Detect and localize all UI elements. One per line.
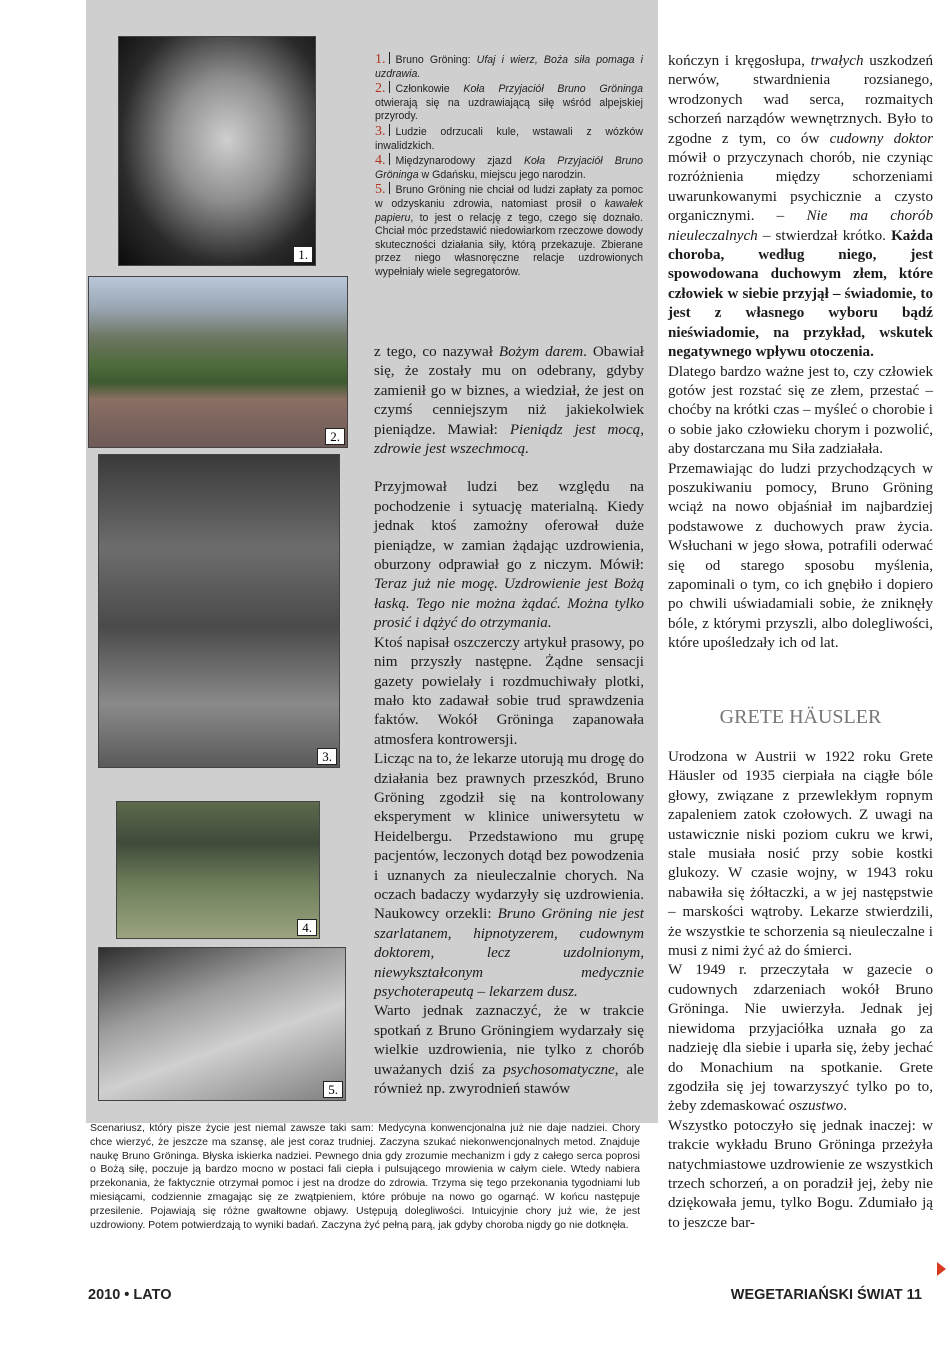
caption-number: 5. [375, 182, 386, 198]
continue-arrow-icon [937, 1262, 946, 1276]
paragraph: Przyjmował ludzi bez względu na pochodzenie i sytuację materialną. Kiedy jednak ktoś zamożny oferował duże pieniądze, w zamian żądając uzdrowienia, oburzony odprawiał go z niczym. Mówił: Teraz już nie mogę. Uzdrowienie jest Bożą łaską. Tego nie można żądać. Można tylko prosić i dążyć do otrzymania. [374, 479, 644, 632]
photo-alpine-gathering [88, 276, 348, 448]
paragraph: Urodzona w Austrii w 1922 roku Grete Häusler od 1935 cierpiała na ciągłe bóle głowy, związane z przewlekłym ropnym zapaleniem zatok czołowych. Z uwagi na ustawicznie niski poziom cukru we krwi, stale musiała nosić przy sobie kostki glukozy. W czasie wojny, w 1943 roku nabawiła się żółtaczki, a w jej następstwie – marskości wątroby. Lekarze stwierdzili, że wszystkie te schorzenia są nieuleczalne i musi z nimi żyć aż do śmierci. [668, 749, 933, 960]
photo-binders [98, 947, 346, 1101]
section-heading: GRETE HÄUSLER [719, 706, 882, 728]
right-column [668, 52, 933, 654]
caption-text: Członkowie Koła Przyjaciół Bruno Gröninga otwierają się na uzdrawiającą siłę wśród alpejskiej przyrody. [375, 83, 643, 123]
footer-issue: 2010 • LATO [88, 1287, 172, 1303]
caption-text: Bruno Gröning nie chciał od ludzi zapłaty za pomoc w odzyskaniu zdrowia, natomiast prosił o kawałek papieru, to jest o relację z tego, czego się doznało. Chciał móc przedstawić niedowiarkom rzeczowe dowody skuteczności działania siły, którą przekazuje. Zbierane przez niego własnoręczne relacje uzdrowionych wypełniały wiele segregatorów. [375, 184, 643, 278]
paragraph: Dlatego bardzo ważne jest to, czy człowiek gotów jest rozstać się ze złem, przestać – choćby na krótki czas – myśleć o chorobie i o sobie jako człowieku chorym i pozwolić, aby dostarczana mu Siła zadziałała. [668, 363, 933, 458]
photo-portrait [118, 36, 316, 266]
caption-3 [375, 124, 643, 153]
caption-1 [375, 52, 643, 81]
photo-label-1: 1. [293, 246, 313, 263]
caption-5 [375, 182, 643, 279]
middle-column [374, 343, 644, 1099]
photo-label-3: 3. [317, 748, 337, 765]
caption-text: Bruno Gröning: Ufaj i wierz, Boża siła pomaga i uzdrawia. [375, 54, 643, 80]
paragraph: Wszystko potoczyło się jednak inaczej: w trakcie wykładu Bruno Gröninga przeżyła natychmiastowe uzdrowienie ze wszystkich trzech schorzeń, a on poradził jej, żeby nie dziękowała jemu, tylko Bogu. Zdumiało ją to jeszcze bar- [668, 1117, 933, 1231]
paragraph: Licząc na to, że lekarze utorują mu drogę do działania bez prawnych przeszkód, Bruno Gröning zgodził się na kontrolowany eksperyment w klinice uniwersytetu w Heidelbergu. Przedstawiono mu grupę pacjentów, leczonych dotąd bez powodzenia i uznanych za nieuleczalnie chorych. Na oczach badaczy wydarzyły się uzdrowienia. Naukowcy orzekli: Bruno Gröning nie jest szarlatanem, hipnotyzerem, cudownym doktorem, lecz uzdolnionym, niewykształconym medycznie psychoterapeutą – lekarzem dusz. [374, 751, 644, 1000]
photo-wheelchair [98, 454, 340, 768]
photo-convention [116, 801, 320, 939]
caption-text: Międzynarodowy zjazd Koła Przyjaciół Bruno Gröninga w Gdańsku, miejscu jego narodzin. [375, 155, 644, 181]
paragraph: Ktoś napisał oszczerczy artykuł prasowy, po nim przyszły następne. Żądne sensacji gazety powielały i rozdmuchiwały plotki, mało kto zadawał sobie trud sprawdzenia faktów. Wokół Gröninga zapanowała atmosfera kontrowersji. [374, 634, 644, 748]
photo-captions [375, 52, 643, 280]
paragraph: Scenariusz, który pisze życie jest niemal zawsze taki sam: Medycyna konwencjonalna już nie daje nadziei. Chory chce wierzyć, że jeszcze ma szansę, ale jest coraz trudniej. Zaczyna szukać niekonwencjonalnych metod. Znajduje naukę Bruno Gröninga. Błyska iskierka nadziei. Pewnego dnia gdy zrozumie mechanizm i gdy z całego serca poprosi o Bożą siłę, poczuje ją bardzo mocno w postaci fali ciepła i pulsującego mrowienia w całym ciele. Wtedy nabiera przekonania, że faktycznie otrzymał pomoc i jest na drodze do zdrowia. Trzyma się tego przekonania tygodniami lub miesiącami, codziennie zmagając się ze zwątpieniem, które próbuje na nowo go ogarnąć. W końcu następuje przesilenie. Pojawiają się różne gwałtowne objawy. Ustępują dolegliwości. Intuicyjnie chory już wie, że jest uzdrowiony. Potem potwierdzają to wyniki badań. Zaczyna żyć pełną parą, jak gdyby choroba nigdy go nie dotknęła. [90, 1122, 640, 1231]
caption-number: 3. [375, 123, 386, 139]
photo-label-5: 5. [323, 1081, 343, 1098]
caption-text: Ludzie odrzucali kule, wstawali z wózków inwalidzkich. [375, 125, 643, 152]
paragraph: kończyn i kręgosłupa, trwałych uszkodzeń nerwów, stwardnienia rozsianego, wrodzonych wad serca, rozmaitych schorzeń narządów wewnętrznych. Było to zgodne z tym, co ów cudowny doktor mówił o przyczynach chorób, nie czyniąc rozróżnienia między schorzeniami uwarunkowanymi psychicznie a czysto organicznymi. – Nie ma chorób nieuleczalnych – stwierdzał krótko. Każda choroba, według niego, jest spowodowana duchowym złem, które człowiek w siebie przyjął – świadomie, to jest z własnego wyboru bądź nieświadomie, na przykład, wskutek negatywnego wpływu otoczenia. [668, 53, 933, 361]
paragraph: Warto jednak zaznaczyć, że w trakcie spotkań z Bruno Gröningiem wydarzały się wielkie uzdrowienia, nie tylko z chorób uważanych dziś za psychosomatyczne, ale również np. zwyrodnień stawów [374, 1003, 644, 1098]
footer-magazine-page: WEGETARIAŃSKI ŚWIAT 11 [730, 1287, 922, 1303]
caption-2 [375, 81, 643, 124]
paragraph: Przemawiając do ludzi przychodzących w poszukiwaniu pomocy, Bruno Gröning wciąż na nowo objaśniał im najbardziej podstawowe z duchowych praw życia. Wsłuchani w jego słowa, potrafili oderwać się od starego sposobu myślenia, zapominali o tym, co ich gnębiło i dopiero po chwili uświadamiali sobie, że zniknęły bóle, z którymi przyszli, albo dolegliwości, które upośledzały ich od lat. [668, 460, 933, 652]
sidebar-text-box [90, 1122, 640, 1232]
right-column-continued [668, 748, 933, 1233]
paragraph: W 1949 r. przeczytała w gazecie o cudownych zdarzeniach wokół Bruno Gröninga. Nie uwierzyła. Jednak jej niewidoma przyjaciółka uznała go za nadzieję dla siebie i uparła się, żeby jechać do Monachium na spotkanie. Grete zgodziła się jej towarzyszyć tylko po to, żeby zdemaskować oszustwo. [668, 962, 933, 1115]
caption-number: 1. [375, 52, 386, 67]
caption-4 [375, 153, 643, 182]
photo-label-2: 2. [325, 428, 345, 445]
paragraph: z tego, co nazywał Bożym darem. Obawiał się, że zostały mu on odebrany, gdyby zamienił go w biznes, a wiedział, że jest on czymś cenniejszym niż jakiekolwiek pieniądze. Mawiał: Pieniądz jest mocą, zdrowie jest wszechmocą. [374, 344, 644, 458]
photo-label-4: 4. [297, 919, 317, 936]
caption-number: 2. [375, 81, 386, 97]
caption-number: 4. [375, 153, 386, 169]
